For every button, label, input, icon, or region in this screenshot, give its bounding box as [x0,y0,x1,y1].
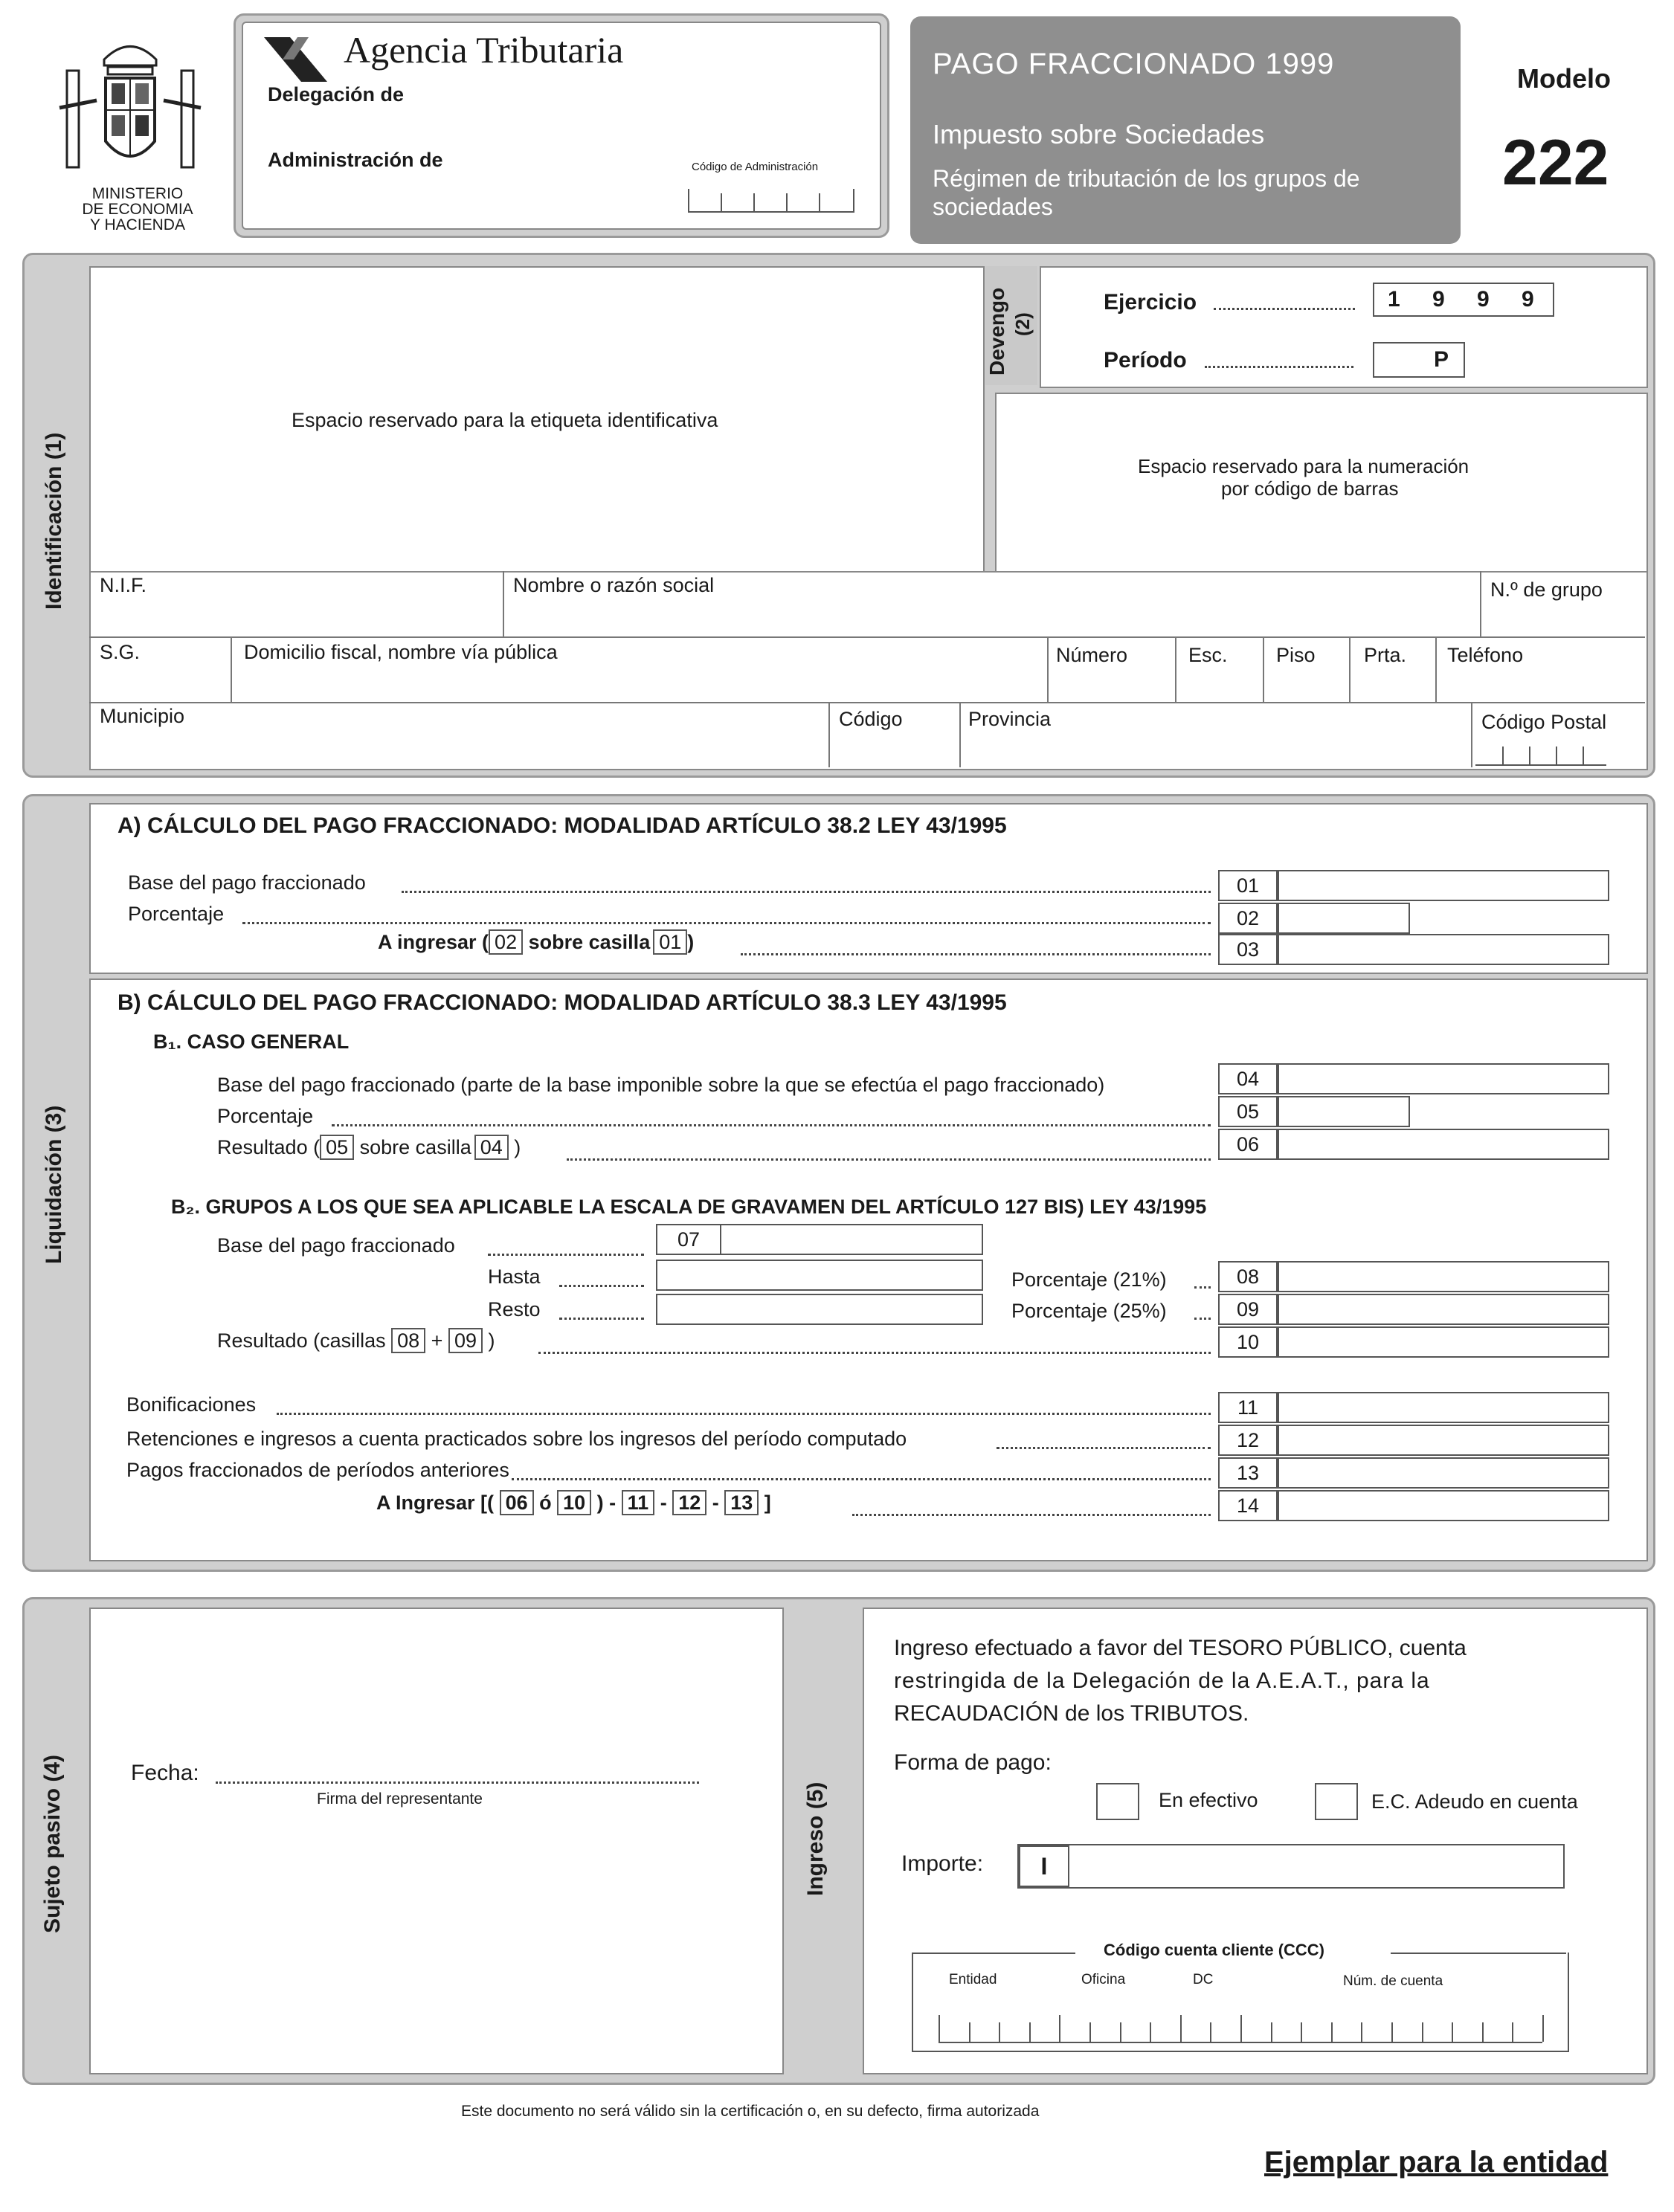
identificacion-side-label: Identificación (1) [42,432,66,610]
casilla-01-input[interactable] [1278,870,1609,901]
codigo-field[interactable]: Código [839,708,903,730]
importe-label: Importe: [901,1851,984,1876]
modelo-number: 222 [1502,127,1609,199]
piso-field[interactable]: Piso [1276,644,1316,666]
b2-hasta-label: Hasta [488,1265,541,1288]
numero-field[interactable]: Número [1056,644,1128,666]
ccc-cuenta-label: Núm. de cuenta [1343,1973,1443,1989]
casilla-06-input[interactable] [1278,1129,1609,1160]
provincia-field[interactable]: Provincia [968,708,1052,730]
a-ingresar-label: A ingresar ( 02 sobre casilla 01 ) [378,931,695,953]
adeudo-label: E.C. Adeudo en cuenta [1371,1790,1578,1813]
casilla-09-number: 09 [1218,1294,1278,1325]
casilla-12-input[interactable] [1278,1425,1609,1456]
hasta-input[interactable] [656,1260,983,1291]
casilla-09-input[interactable] [1278,1294,1609,1325]
casilla-01-number: 01 [1218,870,1278,901]
ingreso-text-3: RECAUDACIÓN de los TRIBUTOS. [894,1701,1249,1726]
sujeto-side-label: Sujeto pasivo (4) [40,1754,65,1933]
casilla-13-number: 13 [1218,1457,1278,1489]
form-subtitle-2: Régimen de tributación de los grupos de [933,165,1360,192]
agency-logo-icon [260,30,331,89]
casilla-11-number: 11 [1218,1392,1278,1423]
codigo-admin-field[interactable] [688,178,854,213]
grupo-field[interactable]: N.º de grupo [1490,578,1603,601]
ejercicio-label: Ejercicio [1104,290,1197,315]
forma-pago-label: Forma de pago: [894,1750,1052,1775]
a-ingresar-final-label: A Ingresar [( 06 ó 10 ) - 11 - 12 - 13 ] [376,1492,771,1514]
section-b1-title: B₁. CASO GENERAL [153,1031,350,1053]
esc-field[interactable]: Esc. [1188,644,1228,666]
ccc-dc-label: DC [1193,1972,1214,1987]
ejemplar-label: Ejemplar para la entidad [1264,2146,1609,2179]
section-b2-title: B₂. GRUPOS A LOS QUE SEA APLICABLE LA ESCALA DE GRAVAMEN DEL ARTÍCULO 127 BIS) LEY 43/1995 [171,1196,1207,1218]
b2-base-label: Base del pago fraccionado [217,1234,455,1257]
title-box [910,16,1461,244]
importe-input[interactable] [1017,1844,1565,1889]
ccc-input[interactable] [939,2015,1542,2043]
agency-name: Agencia Tributaria [344,29,624,71]
retenciones-label: Retenciones e ingresos a cuenta practicados sobre los ingresos del período computado [126,1428,907,1450]
casilla-05-input[interactable] [1278,1096,1410,1127]
delegacion-label: Delegación de [268,83,405,106]
importe-prefix: I [1019,1845,1069,1887]
form-subtitle-1: Impuesto sobre Sociedades [933,119,1265,149]
section-b-title: B) CÁLCULO DEL PAGO FRACCIONADO: MODALIDAD ARTÍCULO 38.3 LEY 43/1995 [117,990,1007,1015]
a-porcentaje-label: Porcentaje [128,903,225,925]
ministry-logo [52,30,208,178]
casilla-14-number: 14 [1218,1490,1278,1521]
b1-base-label: Base del pago fraccionado (parte de la base imponible sobre la que se efectúa el pago fraccionado) [217,1074,1105,1096]
casilla-13-input[interactable] [1278,1457,1609,1489]
casilla-05-number: 05 [1218,1096,1278,1127]
casilla-08-input[interactable] [1278,1261,1609,1292]
b2-pct25-label: Porcentaje (25%) [1011,1300,1167,1322]
periodo-field[interactable]: P [1373,342,1465,378]
sg-field[interactable]: S.G. [100,641,141,663]
ingreso-text-1: Ingreso efectuado a favor del TESORO PÚBLICO, cuenta [894,1636,1467,1660]
b2-resultado-label: Resultado (casillas 08 + 09 ) [217,1329,495,1352]
fecha-label: Fecha: [131,1761,199,1785]
ingreso-side-label: Ingreso (5) [803,1781,828,1896]
ministry-name: MINISTERIO DE ECONOMIA Y HACIENDA [82,185,193,233]
barras-text-2: por código de barras [1221,477,1399,500]
casilla-08-number: 08 [1218,1261,1278,1292]
casilla-04-number: 04 [1218,1063,1278,1094]
casilla-12-number: 12 [1218,1425,1278,1456]
coat-of-arms-icon [52,30,208,178]
ejercicio-field[interactable]: 1 9 9 9 [1373,283,1554,317]
casilla-02-input[interactable] [1278,903,1410,934]
fecha-input[interactable] [216,1781,699,1784]
prta-field[interactable]: Prta. [1364,644,1407,666]
footer-note: Este documento no será válido sin la certificación o, en su defecto, firma autorizada [461,2103,1040,2120]
sujeto-area [89,1608,784,2074]
ccc-title: Código cuenta cliente (CCC) [1104,1941,1325,1959]
devengo-number: (2) [1011,312,1034,336]
efectivo-checkbox[interactable] [1096,1783,1139,1820]
barras-text-1: Espacio reservado para la numeración [1138,455,1469,477]
periodo-label: Período [1104,348,1187,373]
administracion-label: Administración de [268,149,443,171]
casilla-06-number: 06 [1218,1129,1278,1160]
casilla-03-number: 03 [1218,934,1278,965]
ccc-entidad-label: Entidad [949,1972,997,1987]
form-title: PAGO FRACCIONADO 1999 [933,48,1335,80]
modelo-label: Modelo [1517,63,1611,94]
etiqueta-text: Espacio reservado para la etiqueta identificativa [292,409,718,431]
b1-resultado-label: Resultado ( 05 sobre casilla 04 ) [217,1136,521,1158]
b1-porcentaje-label: Porcentaje [217,1105,314,1127]
b2-resto-label: Resto [488,1298,541,1321]
ingreso-text-2: restringida de la Delegación de la A.E.A.T., para la [894,1668,1430,1693]
firma-label: Firma del representante [317,1790,483,1808]
datos-area [89,571,1648,770]
casilla-14-input[interactable] [1278,1490,1609,1521]
municipio-field[interactable]: Municipio [100,705,185,727]
casilla-07-number: 07 [656,1224,721,1255]
ccc-oficina-label: Oficina [1081,1972,1126,1987]
casilla-11-input[interactable] [1278,1392,1609,1423]
resto-input[interactable] [656,1294,983,1325]
efectivo-label: En efectivo [1159,1789,1258,1811]
b2-pct21-label: Porcentaje (21%) [1011,1268,1167,1291]
casilla-10-input[interactable] [1278,1326,1609,1358]
casilla-03-input[interactable] [1278,934,1609,965]
nif-field[interactable]: N.I.F. [100,574,147,596]
form-subtitle-3: sociedades [933,193,1053,220]
adeudo-checkbox[interactable] [1315,1783,1358,1820]
casilla-04-input[interactable] [1278,1063,1609,1094]
domicilio-field[interactable]: Domicilio fiscal, nombre vía pública [244,641,558,663]
casilla-02-number: 02 [1218,903,1278,934]
liquidacion-side-label: Liquidación (3) [42,1105,66,1264]
bonificaciones-label: Bonificaciones [126,1393,257,1416]
a-base-label: Base del pago fraccionado [128,871,366,894]
section-a-title: A) CÁLCULO DEL PAGO FRACCIONADO: MODALIDAD ARTÍCULO 38.2 LEY 43/1995 [117,813,1007,838]
casilla-10-number: 10 [1218,1326,1278,1358]
codigo-admin-label: Código de Administración [692,161,819,173]
pagos-anteriores-label: Pagos fraccionados de períodos anteriores [126,1459,509,1481]
codigo-postal-label: Código Postal [1481,711,1607,733]
telefono-field[interactable]: Teléfono [1447,644,1524,666]
nombre-field[interactable]: Nombre o razón social [513,574,715,596]
codigo-postal-field[interactable] [1475,736,1606,766]
devengo-label: Devengo [985,287,1008,375]
